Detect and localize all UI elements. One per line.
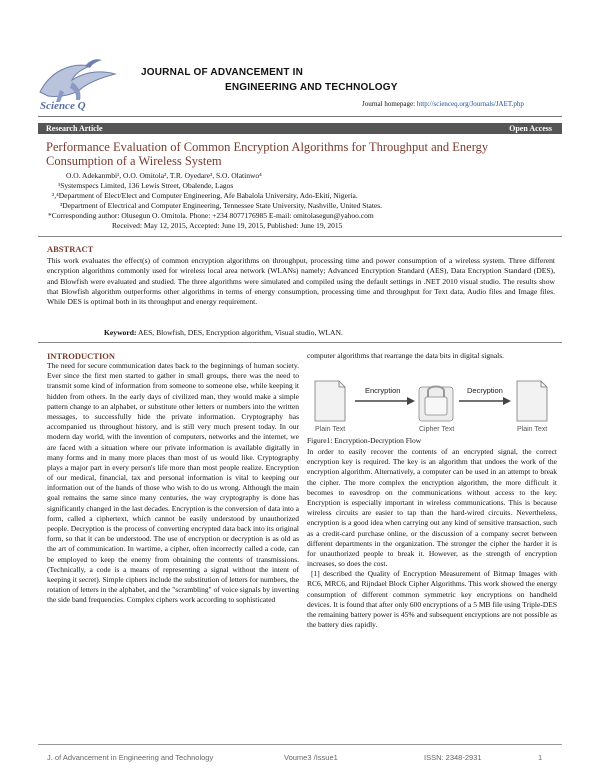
label-plain-text-left: Plain Text (315, 426, 346, 433)
journal-name-line1: JOURNAL OF ADVANCEMENT IN (141, 67, 304, 78)
affiliation-3: ³Department of Electrical and Computer Engineering, Tennessee State University, Nashville, United States. (60, 201, 383, 210)
label-encryption: Encryption (365, 386, 401, 395)
decryption-arrow (459, 397, 511, 405)
article-type: Research Article (46, 124, 103, 133)
label-plain-text-right: Plain Text (517, 426, 548, 433)
right-paragraph-1: In order to easily recover the contents of an encrypted signal, the correct encryption key is required. The key is an algorithm that undoes the work of the encryption algorithm. Alternatively, a computer can be used in an attempt to break the cipher. The more complex the encryption algorithm, the more difficult it becomes to eavesdrop on the communications without access to the key. Encryption is especially important in wireless communications. This is because wireless circuits are easier to tap than the hard-wired circuits. Nevertheless, encryption is a good idea when carrying out any kind of sensitive transaction, such as a credit-card purchase online, or the discussion of a company secret between different departments in the organization. The stronger the cipher the harder it is for unauthorized people to break it. However, as the strength of encryption increases, so does the cost. (307, 447, 557, 569)
journal-name-line2: ENGINEERING AND TECHNOLOGY (225, 82, 398, 93)
journal-homepage (362, 100, 524, 108)
paper-title: Performance Evaluation of Common Encryption Algorithms for Throughput and Energy Consumption of a Wireless System (46, 140, 489, 168)
plain-text-doc-right-icon (517, 381, 547, 421)
keywords-list: AES, Blowfish, DES, Encryption algorithm, Visual studio, WLAN. (136, 328, 343, 337)
introduction-right-column-top: computer algorithms that rearrange the data bits in digital signals. (307, 351, 505, 360)
introduction-right-column (307, 447, 557, 630)
keywords (104, 328, 343, 337)
authors: O.O. Adekanmbi¹, O.O. Omitola², T.R. Oyedare³, S.O. Olatinwo⁴ (66, 171, 262, 180)
footer-page-number: 1 (538, 753, 543, 762)
homepage-link[interactable]: http://scienceq.org/Journals/JAET.php (416, 100, 524, 108)
cipher-text-lock-icon (419, 387, 453, 422)
affiliation-2: ²,⁴Department of Elect/Elect and Computer Engineering, Afe Babalola University, Ado-Ekiti, Nigeria. (52, 191, 358, 200)
figure-caption: Figure1: Encryption-Decryption Flow (307, 436, 422, 445)
open-access-label: Open Access (509, 124, 552, 133)
publication-dates: Received: May 12, 2015, Accepted: June 19, 2015, Published: June 19, 2015 (112, 221, 343, 230)
footer-issn: ISSN: 2348-2931 (424, 753, 482, 762)
label-cipher-text: Cipher Text (419, 426, 455, 433)
footer-rule (38, 744, 562, 745)
article-type-bar (38, 123, 562, 134)
encryption-arrow (355, 397, 415, 405)
abstract-heading: ABSTRACT (47, 244, 94, 254)
footer-journal: J. of Advancement in Engineering and Technology (47, 753, 214, 762)
plain-text-doc-left-icon (315, 381, 345, 421)
keywords-rule (38, 342, 562, 343)
encryption-decryption-figure (307, 373, 557, 433)
affiliation-1: ¹Systemspecs Limited, 136 Lewis Street, Obalende, Lagos (58, 181, 234, 190)
abstract-text: This work evaluates the effect(s) of common encryption algorithms on throughput, processing time and power consumption of a wireless system. Three different encryption algorithms commonly used for wireless local area network (WLANs) namely; Advanced Encryption Standard (AES), Data Encryption Standard (DES), and Blowfish were evaluated and studied. The three algorithms were simulated and compiled using the default settings in .NET 2010 visual studio. The results show that Blowfish algorithm outperforms other algorithms in terms of energy consumption, processing time and throughput for Text data, Audio files and Image files. While DES is optimal both in its throughput and energy requirement. (47, 256, 555, 307)
label-decryption: Decryption (467, 386, 503, 395)
footer-volume: Voume3 /Issue1 (284, 753, 338, 762)
keywords-label: Keyword: (104, 328, 137, 337)
corresponding-author: *Corresponding author: Olusegun O. Omitola. Phone: +234 8077176985 E-mail: omitolasegun@yahoo.com (48, 211, 374, 220)
introduction-heading: INTRODUCTION (47, 351, 116, 361)
right-paragraph-2: [1] described the Quality of Encryption Measurement of Bitmap Images with RC6, MRC6, and Rijndael Block Cipher Algorithms. This work showed the energy consumption of different common symmetric key encryptions on handheld devices. It is found that after only 600 encryptions of a 5 MB file using Triple-DES the remaining battery power is 45% and subsequent encryptions are not possible as the battery dies rapidly. (307, 569, 557, 630)
header-rule (38, 116, 562, 117)
logo-text: Science Q (40, 100, 86, 112)
homepage-label: Journal homepage: (362, 100, 417, 108)
abstract-rule (38, 236, 562, 237)
introduction-left-column: The need for secure communication dates back to the beginnings of human society. Ever since the first men started to gather in small groups, there was the need to transmit some kind of information from someone to someone else, while keeping it hidden from others. In the early days of civilized man, they would make a simple pattern change to an alphabet, or substitute other letters or numbers into the written messages, to successfully hide the private information. Cryptography has accompanied us throughout history, and is still very much present today. In our modern day world, with the invention of computers, networks and the internet, we are faced with a situation where our private information is available digitally in many forms and in many more places than most of us would like. Cryptography plays a major part in every person's life more than most people realize. Encryption of our medical, financial, tax and personal information is vital to keeping our information out of the hands of those who wish to do us wrong. Although the main goal remains the same since many centuries, the way cryptography is done has significantly changed in the last decades. Encryption is the conversion of data into a form, called a ciphertext, which cannot be easily understood by unauthorized people. Decryption is the process of converting encrypted data back into its original form, so that it can be understood. The use of encryption or decryption is as old as the art of communication. In wartime, a cipher, often incorrectly called a code, can be employed to keep the enemy from obtaining the contents of transmissions. (Technically, a code is a means of representing a signal without the intent of keeping it secret). Simple ciphers include the substitution of letters for numbers, the rotation of letters in the alphabet, and the "scrambling" of voice signals by inverting the side band frequencies. Complex ciphers work according to sophisticated (47, 361, 300, 605)
